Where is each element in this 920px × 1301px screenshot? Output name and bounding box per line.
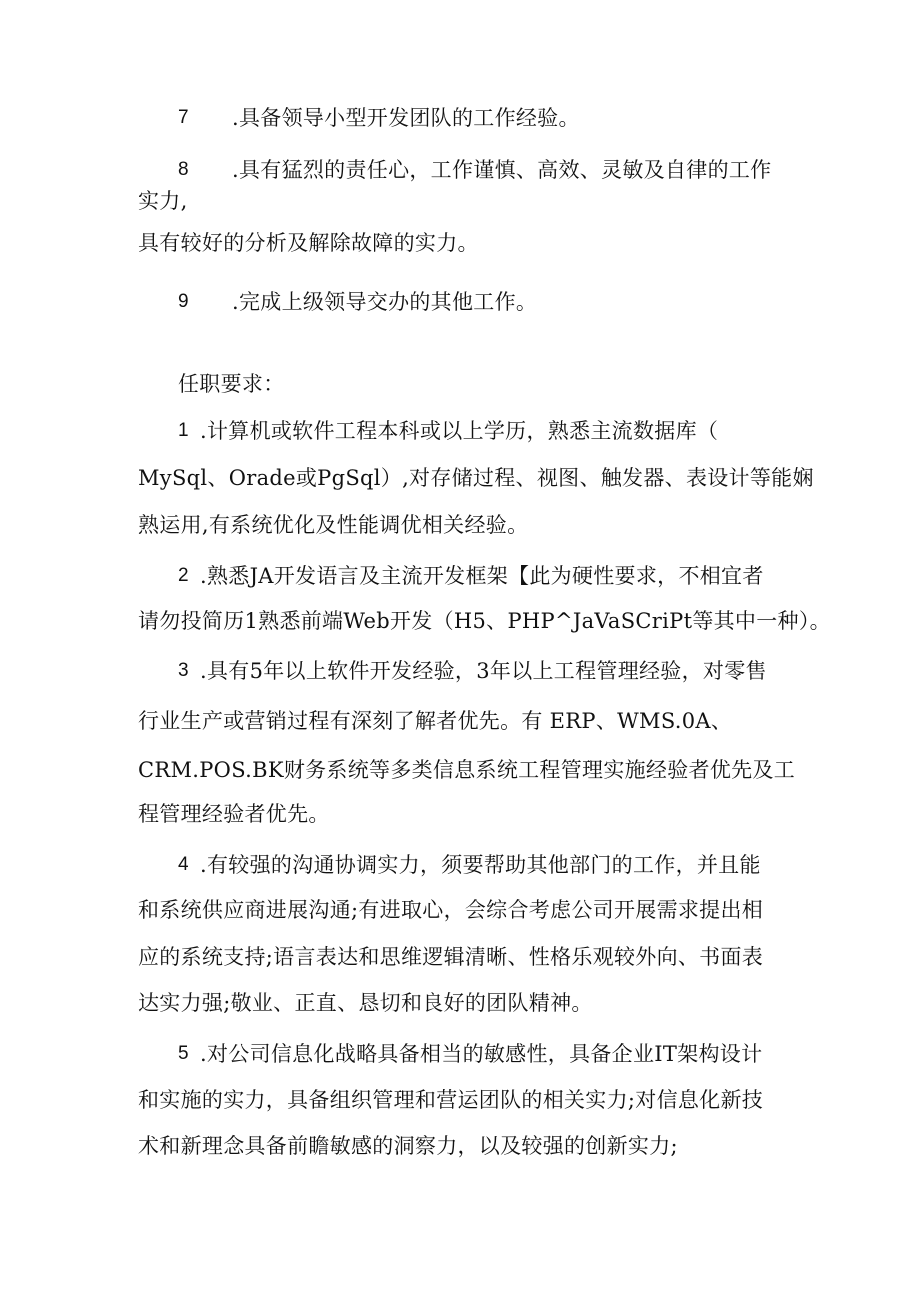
item-text: .具有猛烈的责任心，工作谨慎、高效、灵敏及自律的工作 bbox=[232, 158, 772, 182]
item-text: 和实施的实力，具备组织管理和营运团队的相关实力;对信息化新技 bbox=[138, 1088, 764, 1112]
item-text: .对公司信息化战略具备相当的敏感性，具备企业IT架构设计 bbox=[200, 1042, 763, 1066]
item-text: .计算机或软件工程本科或以上学历，熟悉主流数据库（ bbox=[200, 419, 719, 443]
item-number: 3 bbox=[178, 660, 189, 681]
item-text: 熟运用,有系统优化及性能调优相关经验。 bbox=[138, 513, 529, 537]
item-text: CRM.POS.BK财务系统等多类信息系统工程管理实施经验者优先及工 bbox=[138, 758, 796, 782]
item-text: 和系统供应商进展沟通;有进取心，会综合考虑公司开展需求提出相 bbox=[138, 898, 764, 922]
item-number: 1 bbox=[178, 420, 189, 441]
item-text: .熟悉JA开发语言及主流开发框架【此为硬性要求，不相宜者 bbox=[200, 564, 764, 588]
item-number: 2 bbox=[178, 565, 189, 586]
item-text: .有较强的沟通协调实力，须要帮助其他部门的工作，并且能 bbox=[200, 853, 761, 877]
item-text: .具有5年以上软件开发经验，3年以上工程管理经验，对零售 bbox=[200, 659, 767, 683]
item-text: 行业生产或营销过程有深刻了解者优先。有 ERP、WMS.0A、 bbox=[138, 709, 733, 733]
item-text: 程管理经验者优先。 bbox=[138, 802, 330, 826]
section-heading: 任职要求： bbox=[178, 372, 285, 396]
item-text: MySql、Orade或PgSql）,对存储过程、视图、触发器、表设计等能娴 bbox=[138, 466, 814, 490]
item-number: 9 bbox=[178, 291, 189, 312]
item-number: 4 bbox=[178, 854, 189, 875]
item-text: 请勿投简历1熟悉前端Web开发（H5、PHP^JaVaSCriPt等其中一种）。 bbox=[138, 609, 831, 633]
item-text: 实力, bbox=[138, 189, 188, 213]
item-text: .具备领导小型开发团队的工作经验。 bbox=[232, 106, 580, 130]
item-text: 应的系统支持;语言表达和思维逻辑清晰、性格乐观较外向、书面表 bbox=[138, 945, 764, 969]
item-text: .完成上级领导交办的其他工作。 bbox=[232, 290, 538, 314]
item-text: 术和新理念具备前瞻敏感的洞察力，以及较强的创新实力; bbox=[138, 1134, 678, 1158]
item-number: 7 bbox=[178, 107, 189, 128]
item-number: 5 bbox=[178, 1043, 189, 1064]
item-text: 达实力强;敬业、正直、恳切和良好的团队精神。 bbox=[138, 991, 593, 1015]
item-number: 8 bbox=[178, 159, 189, 180]
item-text: 具有较好的分析及解除故障的实力。 bbox=[138, 231, 479, 255]
